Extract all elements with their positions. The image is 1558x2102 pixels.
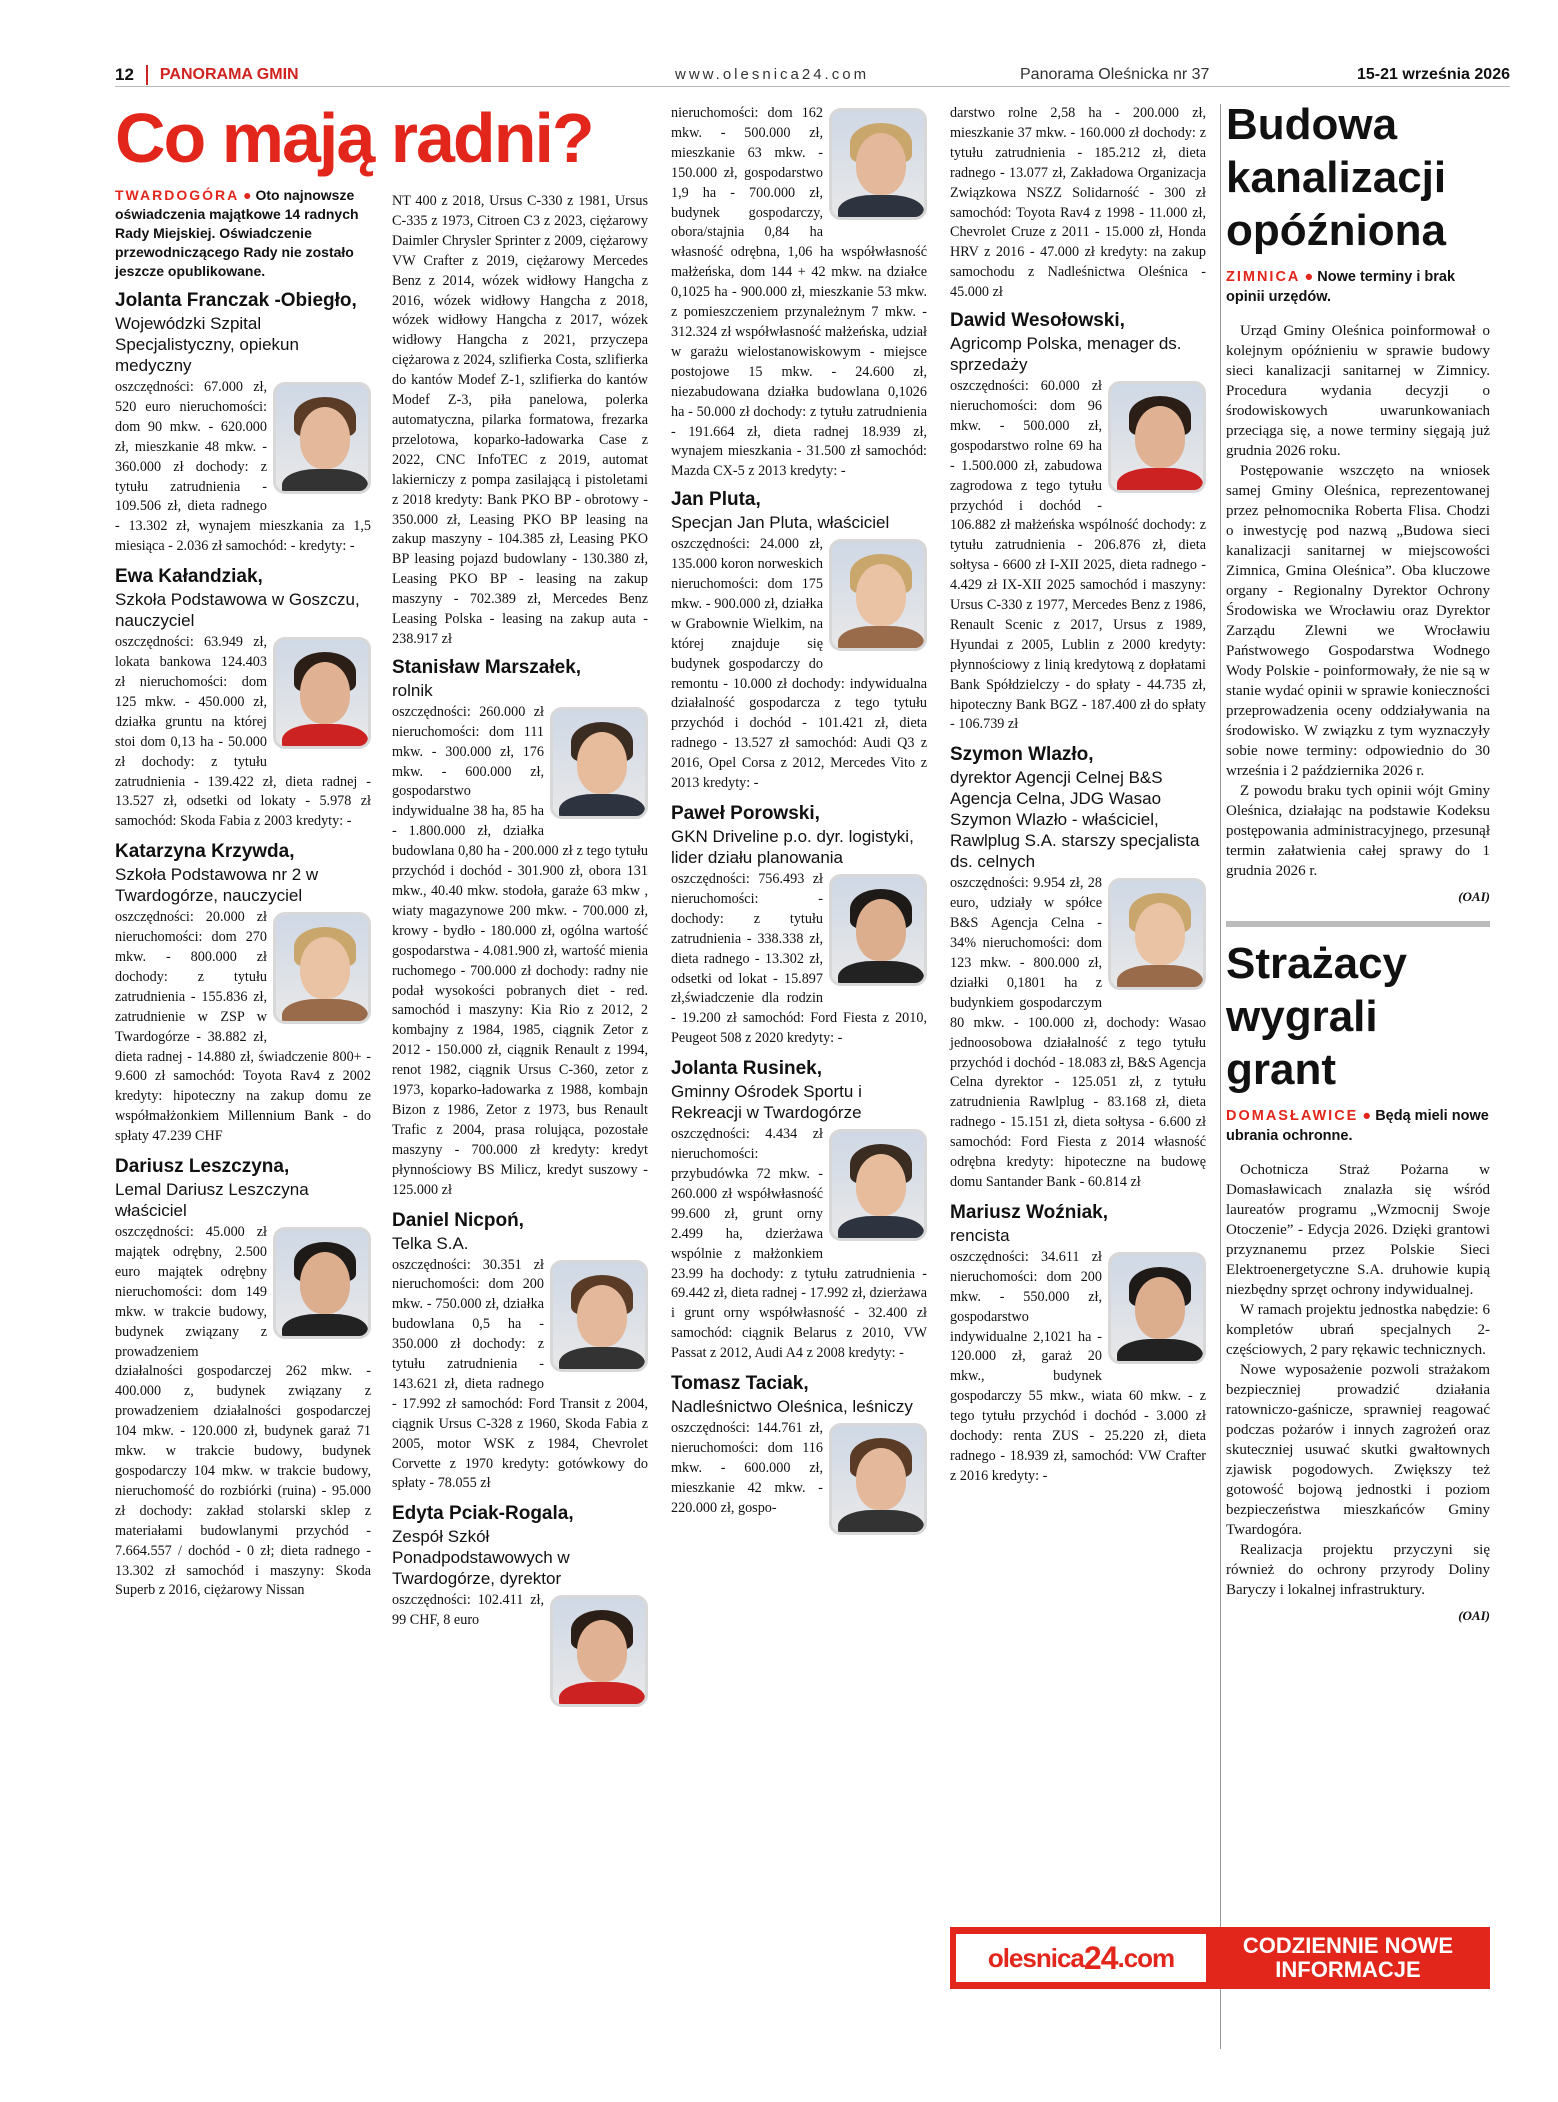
- person-name: Szymon Wlazło,: [950, 744, 1094, 766]
- person-name: Paweł Porowski,: [671, 803, 820, 824]
- person-entry: [392, 1502, 648, 1711]
- lead-location: TWARDOGÓRA: [115, 187, 240, 203]
- paragraph: W ramach projektu jednostka nabędzie: 6 kompletów ubrań specjalnych 2-częściowych, 2 pary rękawic technicznych.: [1226, 1301, 1490, 1358]
- person-photo: [829, 108, 927, 220]
- person-name: Dariusz Leszczyna,: [115, 1156, 290, 1178]
- paragraph: Realizacja projektu przyczyni się również do ochrony przyrody Doliny Baryczy i lokalnej infrastruktury.: [1226, 1541, 1490, 1598]
- continued-text: nieruchomości: dom 162 mkw. - 500.000 zł, mieszkanie 63 mkw. - 150.000 zł, gospodarstwo 1,9 ha - 700.000 zł, budynek gospodarczy, obora/stajnia 0,84 ha własność odrębna, 1,06 ha współwłasność małżeńska, dom 144 + 42 mkw. na działce 0,1025 ha - 900.000 zł, mieszkanie 53 mkw. z pomieszczeniem przynależnym 7 mkw. - 312.324 zł współwłasność małżeńska, udział w garażu wielostanowiskowym - miejsce postojowe 15 mkw. - 24.600 zł, niezabudowana działka budowlana 0,1026 ha - 50.000 zł dochody: z tytułu zatrudnienia - 191.664 zł, dieta radnej 18.939 zł, wynajem mieszkania - 31.500 zł samochód: Mazda CX-5 z 2013 kredyty: -: [671, 105, 927, 480]
- person-declaration: oszczędności: 20.000 zł nieruchomości: dom 270 mkw. - 800.000 zł dochody: z tytułu zatrudnienia - 155.836 zł, zatrudnienie w ZSP w Twardogórze - 38.882 zł, dieta radnej - 14.880 zł, świadczenie 800+ - 9.600 zł samochód: Toyota Rav4 z 2002 kredyty: hipoteczny na zakup domu ze współmałżonkiem Millennium Bank - do spłaty 47.239 CHF: [115, 909, 371, 1145]
- column-3: [671, 104, 927, 1539]
- person-declaration: oszczędności: 60.000 zł nieruchomości: dom 96 mkw. - 500.000 zł, gospodarstwo rolne 69 ha - 1.500.000 zł, zabudowa zagrodowa z tego tytułu przychód i dochód - 106.882 zł małżeńska wspólność dochody: z tytułu zatrudnienia - 206.876 zł, dieta sołtysa - 6600 zł I-XII 2025, dieta radnego - 4.429 zł IX-XII 2025 samochód i maszyny: Ursus C-330 z 1977, Mercedes Benz z 1986, Renault Scenic z 2017, Ursus z 1989, Hyundai z 2005, Lublin z 2000 kredyty: płynnościowy z linią kredytową z dopłatami Bank Spółdzielczy - do spłaty - 44.735 zł, hipoteczny Bank BGZ - 187.400 zł do spłaty - 106.739 zł: [950, 378, 1206, 733]
- issue-date: 15-21 września 2026: [1357, 65, 1510, 83]
- article-lead: [115, 186, 371, 281]
- continued-text: NT 400 z 2018, Ursus C-330 z 1981, Ursus C-335 z 1973, Citroen C3 z 2023, ciężarowy Daimler Chrysler Sprinter z 2009, ciężarowy VW Crafter z 2019, ciężarowy Mercedes Benz z 2014, wózek widłowy Hangcha z 2016, wózek widłowy Hangcha z 2018, wózek widłowy Hangcha z 2017, wózek widłowy Hangcha z 2021, przyczepa ciężarowa z 2024, szlifierka Costa, szlifierka do kantów Modef Z-1, szlifierka do kantów Modef Z-3, piła panelowa, polerka automatyczna, pilarka formatowa, frezarka przelotowa, koparko-ładowarka Case z 2022, CNC InfoTEC z 2019, automat lakierniczy z pompa zasilającą i pistoletami z 2018 kredyty: Bank PKO BP - obrotowy - 350.000 zł, Leasing PKO BP leasing na zakup maszyny - 104.385 zł, Leasing PKO BP leasing pojazd budowlany - 130.380 zł, Leasing PKO BP - leasing na zakup maszyny - 702.389 zł, Mercedes Benz Leasing Polska - leasing na zakup auta - 238.917 zł: [392, 193, 648, 647]
- person-photo: [1108, 381, 1206, 493]
- sidebar-lead-1: [1226, 267, 1490, 307]
- person-photo: [550, 707, 648, 819]
- lead-text: Oto najnowsze oświadczenia majątkowe 14 radnych Rady Miejskiej. Oświadczenie przewodniczącego Rady nie zostało jeszcze opublikowane.: [115, 187, 359, 279]
- sidebar-title-1: Budowa kanalizacji opóźniona: [1226, 100, 1447, 255]
- paragraph: Postępowanie wszczęto na wniosek samej Gminy Oleśnica, reprezentowanej przez pełnomocnika Roberta Flisa. Chodzi o inwestycję pod nazwą „Budowa sieci kanalizacji sanitarnej w miejscowości Zimnica, Gmina Oleśnica”. Oba kluczowe organy - Regionalny Dyrektor Ochrony Środowiska we Wrocławiu oraz Dyrektor Zarządu Zlewni we Wrocławiu Państwowego Gospodarstwa Wodnego Wody Polskie - poinformowały, że nie są w stanie wydać opinii w sprawie konieczności przeprowadzenia oceny oddziaływania na środowisko. W związku z tym wyznaczyły sobie nowe terminy: odpowiednio do 30 września i 2 października 2026 r.: [1226, 463, 1490, 779]
- section-name: PANORAMA GMIN: [159, 65, 299, 83]
- person-job: dyrektor Agencji Celnej B&S Agencja Celna, JDG Wasao Szymon Wlazło - właściciel, Rawlplug S.A. starszy specjalista ds. celnych: [950, 768, 1200, 872]
- column-2: [392, 192, 648, 1711]
- person-entry: [950, 1201, 1206, 1489]
- person-job: Wojewódzki Szpital Specjalistyczny, opiekun medyczny: [115, 314, 299, 375]
- person-job: Telka S.A.: [392, 1233, 469, 1253]
- person-entry: [115, 565, 371, 834]
- person-name: Jolanta Rusinek,: [671, 1058, 822, 1080]
- person-declaration: oszczędności: 102.411 zł, 99 CHF, 8 euro: [392, 1592, 544, 1629]
- person-name: Jolanta Franczak -Obiegło,: [115, 290, 357, 311]
- person-declaration: oszczędności: 756.493 zł nieruchomości: - dochody: z tytułu zatrudnienia - 338.338 zł, dieta radnego - 13.302 zł, odsetki od lokat - 15.897 zł,świadczenie dla rodzin - 19.200 zł samochód: Ford Fiesta z 2010, Peugeot 508 z 2020 kredyty: -: [671, 871, 927, 1047]
- person-job: rencista: [950, 1225, 1010, 1245]
- column-4: [950, 104, 1206, 1489]
- paragraph: Z powodu braku tych opinii wójt Gminy Oleśnica, działając na podstawie Kodeksu postępowania administracyjnego, przesunął termin załatwienia całej sprawy do 1 grudnia 2026 r.: [1226, 783, 1490, 879]
- lead-location: ZIMNICA: [1226, 269, 1301, 285]
- person-photo: [829, 874, 927, 986]
- person-entry: [115, 1155, 371, 1603]
- person-declaration: oszczędności: 24.000 zł, 135.000 koron norweskich nieruchomości: dom 175 mkw. - 900.000 zł, działka w Grabownie Wielkim, na której znajduje się budynek gospodarczy do remontu - 10.000 zł dochody: indywidualna działalność gospodarcza z tego tytułu przychód i dochód - 101.421 zł, dieta radnego - 13.527 zł samochód: Audi Q3 z 2016, Opel Corsa z 2012, Mercedes Vito z 2013 kredyty: -: [671, 536, 927, 792]
- person-name: Edyta Pciak-Rogala,: [392, 1503, 574, 1525]
- person-name: Stanisław Marszałek,: [392, 656, 582, 678]
- lead-text: Nowe terminy i brak opinii urzędów.: [1226, 269, 1456, 305]
- lead-text: Będą mieli nowe ubrania ochronne.: [1226, 1107, 1489, 1144]
- person-name: Mariusz Woźniak,: [950, 1201, 1109, 1223]
- person-photo: [550, 1595, 648, 1707]
- sidebar-body-2: [1226, 1160, 1490, 1600]
- person-declaration: oszczędności: 63.949 zł, lokata bankowa 124.403 zł nieruchomości: dom 125 mkw. - 450.000 zł, działka gruntu na której stoi dom 0,13 ha - 50.000 zł dochody: z tytułu zatrudnienia - 139.422 zł, dieta radnej - 13.527 zł, odsetki od lokaty - 5.978 zł samochód: Skoda Fabia z 2003 kredyty: -: [115, 634, 371, 830]
- person-declaration: oszczędności: 34.611 zł nieruchomości: dom 200 mkw. - 550.000 zł, gospodarstwo indywidualne 2,1021 ha - 120.000 zł, garaż 20 mkw., budynek gospodarczy 55 mkw., wiata 60 mkw. - z tego tytułu przychód i dochód - 3.000 zł dochody: renta ZUS - 25.220 zł, dieta radnego - 18.939 zł, samochód: VW Crafter z 2016 kredyty: -: [950, 1248, 1206, 1484]
- person-job: Agricomp Polska, menager ds. sprzedaży: [950, 334, 1182, 375]
- person-entry: [392, 656, 648, 1203]
- person-name: Daniel Nicpoń,: [392, 1209, 524, 1231]
- sidebar-article-2: [1226, 937, 1490, 1626]
- person-declaration: oszczędności: 67.000 zł, 520 euro nieruchomości: dom 90 mkw. - 620.000 zł, mieszkanie 48 mkw. - 360.000 zł dochody: z tytułu zatrudnienia - 109.506 zł, dieta radnego - 13.302 zł, wynajem mieszkania za 1,5 miesiąca - 2.036 zł samochód: - kredyty: -: [115, 379, 371, 555]
- person-declaration: oszczędności: 45.000 zł majątek odrębny, 2.500 euro majątek odrębny nieruchomości: dom 149 mkw. w trakcie budowy, budynek związany z prowadzeniem działalności gospodarczej 262 mkw. - 400.000 z, budynek związany z prowadzeniem działalności gospodarczej 104 mkw. - 120.000 zł, budynek garaż 71 mkw. w trakcie budowy, budynek gospodarczy 104 mkw. w trakcie budowy, nieruchomość do rozbiórki (ruina) - 95.000 zł dochody: zakład stolarski sklep z materiałami budowlanymi przychód - 7.664.557 / dochód - 0 zł; dieta radnego - 13.302 zł samochód i maszyny: Skoda Superb z 2016, ciężarowy Nissan: [115, 1224, 371, 1599]
- signature: (OAI): [1458, 1607, 1490, 1623]
- person-job: Gminny Ośrodek Sportu i Rekreacji w Twardogórze: [671, 1082, 862, 1123]
- page-header: [115, 63, 1510, 87]
- person-photo: [829, 1423, 927, 1535]
- advert-banner[interactable]: [950, 1927, 1490, 1989]
- person-entry: [671, 1057, 927, 1366]
- person-name: Jan Pluta,: [671, 489, 761, 511]
- person-job: Nadleśnictwo Oleśnica, leśniczy: [671, 1397, 913, 1417]
- paragraph: Nowe wyposażenie pozwoli strażakom bezpieczniej prowadzić działania ratowniczo-gaśnicze, sprawniej reagować podczas pożarów i innych zagrożeń oraz skuteczniej usuwać skutki gwałtownych zjawisk pogodowych. Zwiększy też gotowość bojową jednostki i poziom bezpieczeństwa mieszkańców Gminy Twardogóra.: [1226, 1361, 1490, 1538]
- person-photo: [273, 637, 371, 749]
- section-divider: [1226, 921, 1490, 927]
- person-declaration: oszczędności: 144.761 zł, nieruchomości: dom 116 mkw. - 600.000 zł, mieszkanie 42 mkw. - 220.000 zł, gospo-: [671, 1420, 823, 1516]
- person-name: Ewa Kałandziak,: [115, 566, 263, 588]
- person-photo: [829, 1129, 927, 1241]
- person-entry: [671, 802, 927, 1051]
- continued-text: darstwo rolne 2,58 ha - 200.000 zł, mieszkanie 37 mkw. - 160.000 zł dochody: z tytułu zatrudnienia - 185.212 zł, dieta radnego - 13.077 zł, Zakładowa Organizacja Związkowa NSZZ Solidarność - 300 zł samochód: Toyota Rav4 z 1998 - 11.000 zł, Chevrolet Cruze z 2011 - 15.000 zł, Honda HRV z 2016 - 47.000 zł kredyty: na zakup samochodu z Nadleśnictwa Oleśnica - 45.000 zł: [950, 105, 1206, 301]
- person-photo: [273, 1227, 371, 1339]
- person-job: GKN Driveline p.o. dyr. logistyki, lider działu planowania: [671, 827, 914, 867]
- site-logo[interactable]: olesnica 24 .com: [956, 1934, 1206, 1982]
- bullet-icon: ●: [243, 187, 252, 203]
- person-job: Szkoła Podstawowa w Goszczu, nauczyciel: [115, 590, 360, 631]
- signature: (OAI): [1458, 889, 1490, 904]
- person-declaration: oszczędności: 9.954 zł, 28 euro, udziały w spółce B&S Agencja Celna - 34% nieruchomości: dom 123 mkw. - 800.000 zł, działki 0,1801 ha z budynkiem gospodarczym 80 mkw. - 100.000 zł, dochody: Wasao jednoosobowa działalność z tego tytułu przychód i dochód - 18.083 zł, B&S Agencja Celna dyrektor - 125.051 zł, z tytułu zatrudnienia Rawlplug - 83.168 zł, dieta radnego - 15.151 zł, dieta sołtysa - 6.600 zł samochód: Ford Fiesta z 2014 własność odrębna kredyty: hipoteczne na budowę domu Santander Bank - 60.814 zł: [950, 875, 1206, 1190]
- sidebar-title-2: Strażacy wygrali grant: [1226, 938, 1408, 1094]
- person-name: Tomasz Taciak,: [671, 1373, 809, 1395]
- person-photo: [273, 912, 371, 1024]
- person-declaration: oszczędności: 30.351 zł nieruchomości: dom 200 mkw. - 750.000 zł, działka budowlana 0,5 ha - 350.000 zł dochody: z tytułu zatrudnienia - 143.621 zł, dieta radnego - 17.992 zł samochód: Ford Transit z 2004, ciągnik Ursus C-328 z 1960, Skoda Fabia z 2005, motor WSK z 1984, Chevrolet Corvette z 1970 kredyty: gotówkowy do spłaty - 78.055 zł: [392, 1256, 648, 1492]
- paragraph: Ochotnicza Straż Pożarna w Domasławicach znalazła się wśród laureatów programu „Wzmocnij Swoje Otoczenie” - Edycja 2026. Dzięki grantowi przyznanemu przez Polskie Sieci Elektroenergetyczne S.A. druhowie kupią niezbędny sprzęt ochrony indywidualnej.: [1226, 1161, 1490, 1298]
- article-title: Co mają radni?: [115, 99, 593, 177]
- person-job: rolnik: [392, 680, 433, 700]
- person-name: Katarzyna Krzywda,: [115, 841, 295, 863]
- person-photo: [1108, 1252, 1206, 1364]
- person-entry: [671, 488, 927, 796]
- bullet-icon: ●: [1304, 269, 1314, 285]
- person-photo: [829, 539, 927, 651]
- site-url[interactable]: www.olesnica24.com: [675, 66, 870, 83]
- sidebar: [1226, 98, 1490, 1626]
- person-entry: [671, 1372, 927, 1539]
- person-job: Lemal Dariusz Leszczyna właściciel: [115, 1180, 309, 1221]
- person-entry: [392, 1209, 648, 1497]
- person-entry: [115, 840, 371, 1149]
- person-list: [115, 289, 371, 1603]
- person-list: [950, 309, 1206, 1489]
- person-entry: [950, 309, 1206, 737]
- person-declaration: oszczędności: 260.000 zł nieruchomości: dom 111 mkw. - 300.000 zł, 176 mkw. - 600.000 zł, gospodarstwo indywidualne 38 ha, 85 ha - 1.800.000 zł, działka budowlana 0,80 ha - 200.000 zł z tego tytułu przychód i dochód - 301.900 zł, obora 131 mkw., 40.40 mkw. stodoła, garaże 63 mkw , wiaty magazynowe 200 mkw. - 700.000 zł, krowy - bydło - 180.000 zł, ogólna wartość gospodarstwa - 4.081.900 zł, wartość mienia ruchomego - 700.000 zł dochody: radny nie podał wysokości pobranych diet - red. samochód i maszyny: Kia Rio z 2012, 2 kombajny z 1984, 1985, ciągnik Zetor z 2012 - 150.000 zł, ciągnik Renault z 1994, renot 1982, ciągnik Ursus C-360, zetor z 1973, koparko-ładowarka z 1988, kombajn Bizon z 1986, Zetor z 1973, bus Renault Trafic z 2004, prasa rolująca, pozostałe maszyny - 700.000 zł kredyty: kredyt płynnościowy BS Milicz, kredyt suszowy - 125.000 zł: [392, 703, 648, 1198]
- person-entry: [115, 289, 371, 559]
- person-job: Zespół Szkół Ponadpodstawowych w Twardogórze, dyrektor: [392, 1527, 570, 1589]
- person-photo: [273, 382, 371, 494]
- sidebar-article-1: [1226, 98, 1490, 907]
- lead-location: DOMASŁAWICE: [1226, 1107, 1359, 1124]
- person-name: Dawid Wesołowski,: [950, 310, 1125, 332]
- bullet-icon: ●: [1362, 1107, 1372, 1124]
- advert-text: CODZIENNIE NOWE INFORMACJE: [1242, 1933, 1454, 1982]
- column-divider: [1220, 104, 1221, 2049]
- person-entry: [950, 743, 1206, 1195]
- person-declaration: oszczędności: 4.434 zł nieruchomości: przybudówka 72 mkw. - 260.000 zł współwłasność 99.600 zł, grunt orny 2.499 ha, dzierżawa wspólnie z małżonkiem 23.99 ha dochody: z tytułu zatrudnienia - 69.442 zł, dieta radnej - 17.992 zł, dzierżawa i grunt orny współwłasność - 32.400 zł samochód: ciągnik Belarus z 2010, VW Passat z 2012, Audi A4 z 2008 kredyty: -: [671, 1126, 927, 1362]
- person-photo: [1108, 878, 1206, 990]
- person-photo: [550, 1260, 648, 1372]
- paragraph: Urząd Gminy Oleśnica poinformował o kolejnym opóźnieniu w sprawie budowy sieci kanalizacji sanitarnej w Zimnicy. Procedura wydania decyzji o środowiskowych uwarunkowaniach przeciąga się, a nowe terminy sięgają już grudnia 2026 roku.: [1226, 323, 1490, 459]
- person-job: Specjan Jan Pluta, właściciel: [671, 513, 890, 533]
- person-job: Szkoła Podstawowa nr 2 w Twardogórze, nauczyciel: [115, 865, 319, 906]
- issue-label: Panorama Oleśnicka nr 37: [1020, 65, 1210, 83]
- sidebar-lead-2: [1226, 1106, 1490, 1146]
- page-number: 12: [115, 65, 148, 85]
- person-list: [392, 656, 648, 1712]
- person-list: [671, 488, 927, 1539]
- sidebar-body-1: [1226, 321, 1490, 881]
